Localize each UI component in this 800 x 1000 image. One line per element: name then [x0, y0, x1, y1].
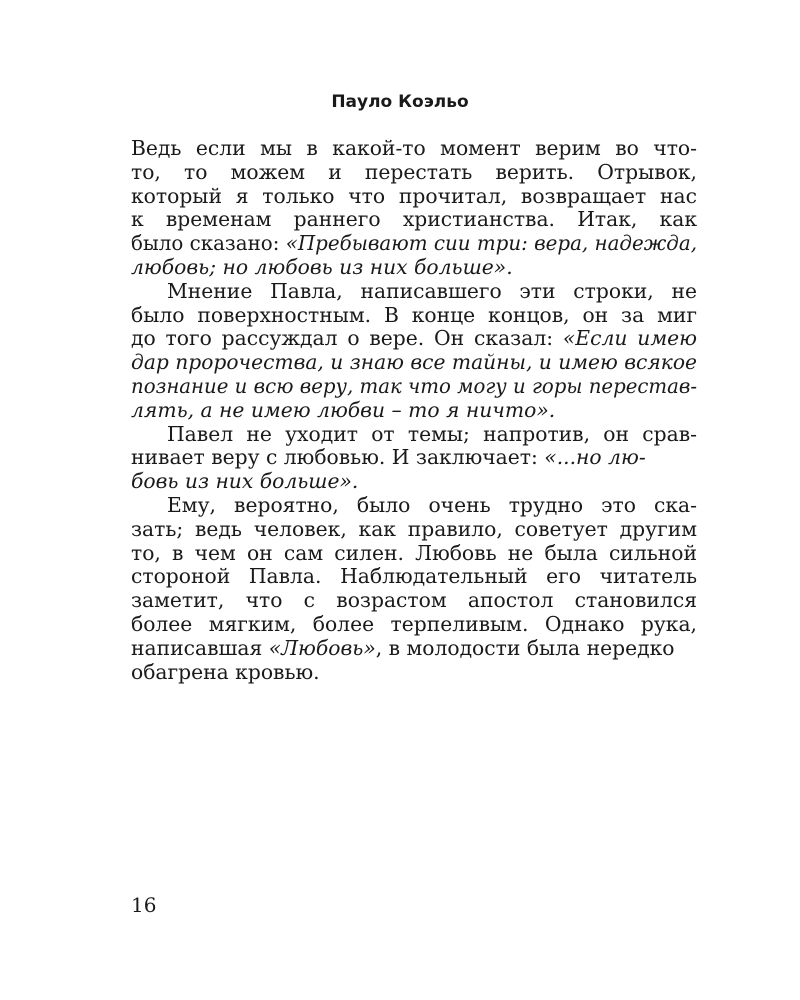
- text-line: зать; ведь человек, как правило, советует другим: [131, 516, 697, 541]
- quote-italic: «Пребывают сии три: вера, надежда,: [285, 231, 697, 256]
- quote-italic: любовь; но любовь из них больше».: [131, 254, 513, 279]
- running-header-author: Пауло Коэльо: [331, 92, 469, 112]
- text-line: Ведь если мы в какой-то момент верим во что-: [131, 136, 697, 160]
- quote-italic: «Если имею: [562, 326, 697, 351]
- text-line: который я только что прочитал, возвращает нас: [131, 183, 697, 208]
- text-line: обагрена кровью.: [131, 659, 320, 684]
- body-text: [131, 137, 697, 684]
- text-line: Ему, вероятно, было очень трудно это ска-: [167, 492, 697, 517]
- text-line: стороной Павла. Наблюдательный его читатель: [131, 564, 697, 589]
- quote-italic: бовь из них больше».: [131, 469, 359, 494]
- text-line: было поверхностным. В конце концов, он за миг: [131, 302, 697, 327]
- text-line: заметит, что с возрастом апостол становился: [131, 588, 697, 613]
- quote-italic: «...но лю-: [544, 445, 646, 470]
- text-line: Мнение Павла, написавшего эти строки, не: [167, 278, 697, 303]
- text-line: [131, 470, 697, 494]
- text-line: до того рассуждал о вере. Он сказал: «Если имею: [131, 326, 697, 351]
- text-line: нивает веру с любовью. И заключает: «...но лю-: [131, 445, 646, 470]
- quote-italic: «Любовь»: [268, 635, 376, 660]
- quote-italic: познание и всю веру, так что могу и горы перестав-: [131, 373, 698, 398]
- text-line: то, в чем он сам силен. Любовь не была сильной: [131, 540, 697, 565]
- quote-italic: дар пророчества, и знаю все тайны, и имею всякое: [131, 350, 697, 375]
- text-line: [131, 375, 697, 399]
- text-line: то, то можем и перестать верить. Отрывок,: [131, 159, 697, 184]
- text-line: к временам раннего христианства. Итак, как: [131, 207, 697, 232]
- text-line: [131, 256, 697, 280]
- text-line: написавшая «Любовь», в молодости была нередко: [131, 635, 675, 660]
- text-line: Павел не уходит от темы; напротив, он срав-: [167, 421, 697, 446]
- page-number: 16: [131, 893, 157, 917]
- quote-italic: лять, а не имею любви – то я ничто».: [131, 397, 556, 422]
- text-line: [131, 351, 697, 375]
- text-line: [131, 399, 697, 423]
- text-line: более мягким, более терпеливым. Однако рука,: [131, 611, 697, 636]
- text-line: было сказано: «Пребывают сии три: вера, надежда,: [131, 231, 697, 256]
